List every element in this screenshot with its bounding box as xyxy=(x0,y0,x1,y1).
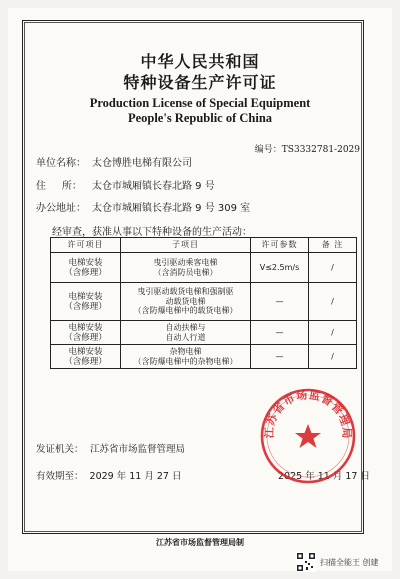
cell-sub: 自动扶梯与 自动人行道 xyxy=(121,321,251,345)
cell-sub: 曳引驱动乘客电梯 （含消防员电梯） xyxy=(121,253,251,283)
cell-note: / xyxy=(309,253,357,283)
license-table xyxy=(50,237,357,369)
unit-value: 太仓博胜电梯有限公司 xyxy=(92,158,192,169)
office-label: 办公地址： xyxy=(36,203,86,214)
official-seal-icon xyxy=(258,386,358,486)
cell-item: 电梯安装 （含修理） xyxy=(51,253,121,283)
license-number: 编号：TS3332781-2029 xyxy=(254,145,360,155)
address-label: 住 所： xyxy=(36,181,82,192)
cell-item: 电梯安装 （含修理） xyxy=(51,345,121,369)
address-value: 太仓市城厢镇长春北路 9 号 xyxy=(92,181,215,192)
title-en-line2: People's Republic of China xyxy=(127,111,273,125)
cell-param: — xyxy=(251,321,309,345)
title-en-line1: Production License of Special Equipment xyxy=(89,96,311,110)
office-value: 太仓市城厢镇长春北路 9 号 309 室 xyxy=(92,203,251,214)
cell-note: / xyxy=(309,345,357,369)
cell-sub: 曳引驱动载货电梯和强制驱 动载货电梯 （含防爆电梯中的载货电梯） xyxy=(121,283,251,321)
seal-text: 江苏省市场监督管理局 xyxy=(262,388,354,440)
cell-item: 电梯安装 （含修理） xyxy=(51,283,121,321)
table-header-row xyxy=(51,238,357,253)
table-row xyxy=(51,321,357,345)
unit-label: 单位名称： xyxy=(36,158,86,169)
cell-item: 电梯安装 （含修理） xyxy=(51,321,121,345)
scan-watermark: 扫描全能王 创建 xyxy=(320,558,379,567)
header-item: 许可项目 xyxy=(51,238,121,253)
header-note: 备 注 xyxy=(309,238,357,253)
table-row xyxy=(51,253,357,283)
cell-sub: 杂物电梯 （含防爆电梯中的杂物电梯） xyxy=(121,345,251,369)
issuer-footnote: 江苏省市场监督管理局制 xyxy=(156,538,244,547)
cell-note: / xyxy=(309,283,357,321)
issuer-label: 发证机关： xyxy=(36,444,84,455)
table-row xyxy=(51,283,357,321)
cell-param: V≤2.5m/s xyxy=(251,253,309,283)
header-param: 许可参数 xyxy=(251,238,309,253)
intro-text: 经审查，获准从事以下特种设备的生产活动： xyxy=(52,227,252,238)
title-cn-line2: 特种设备生产许可证 xyxy=(123,73,277,92)
cell-param: — xyxy=(251,283,309,321)
title-cn-line1: 中华人民共和国 xyxy=(140,52,260,71)
cell-note: / xyxy=(309,321,357,345)
table-row xyxy=(51,345,357,369)
validity-text: 有效期至： 2029 年 11 月 27 日 xyxy=(36,471,182,482)
header-sub: 子项目 xyxy=(121,238,251,253)
cell-param: — xyxy=(251,345,309,369)
issue-date: 2025 年 11 月 17 日 xyxy=(278,471,370,482)
qr-code-icon xyxy=(296,552,316,572)
issuer-value: 江苏省市场监督管理局 xyxy=(90,444,186,455)
